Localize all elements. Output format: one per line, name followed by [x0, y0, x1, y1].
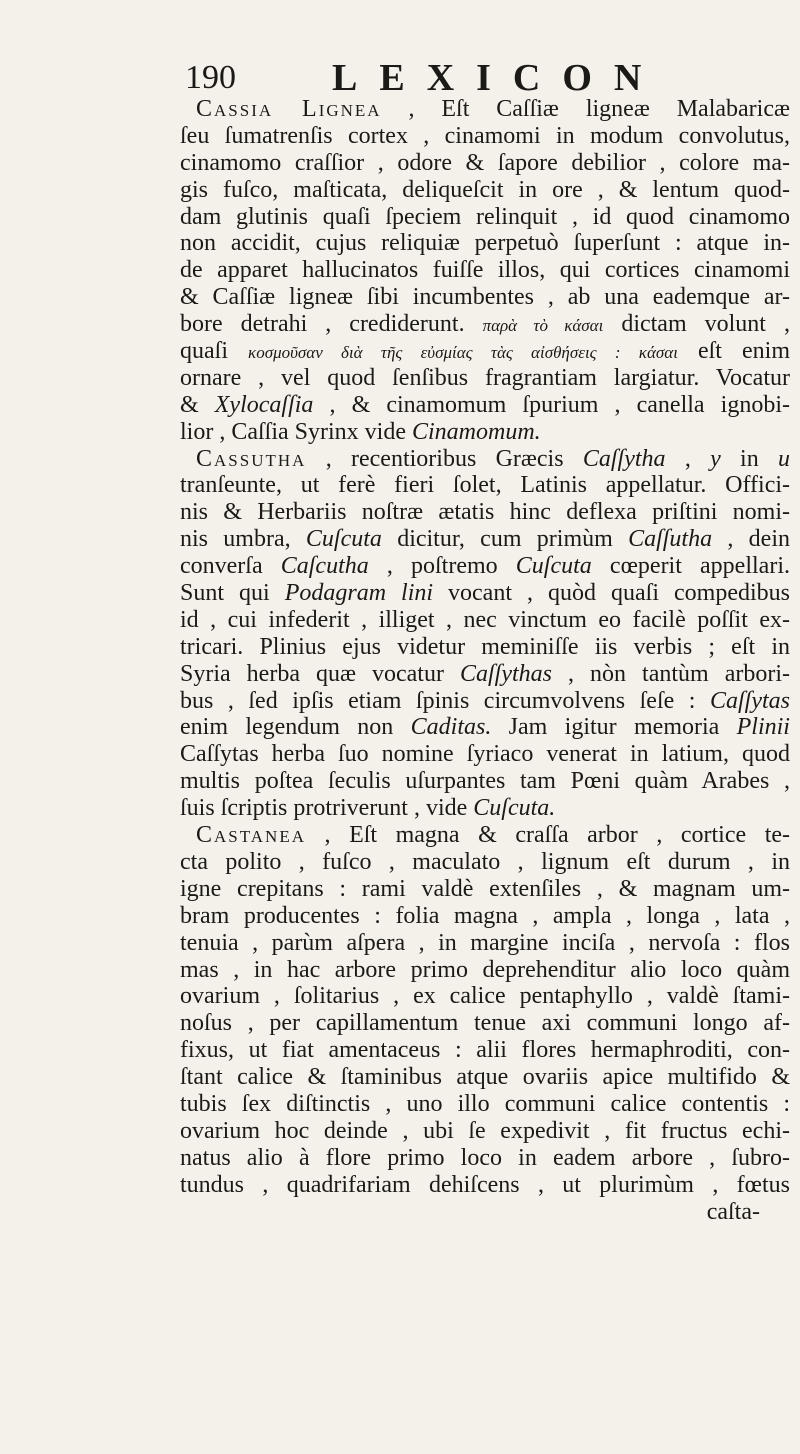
text-run: ſuis ſcriptis protriverunt , vide	[180, 795, 474, 822]
text-run: multis poſtea ſeculis uſurpantes tam Pœni quàm Arabes ,	[180, 768, 790, 795]
italic-term: Caſſytas	[709, 687, 790, 714]
italic-term: Cuſcuta	[515, 553, 592, 580]
text-line	[180, 634, 790, 661]
text-run: cœperit appellari.	[591, 553, 790, 580]
text-run: non accidit, cujus reliquiæ perpetuò ſuperſunt : atque in-	[180, 230, 790, 257]
text-line	[180, 472, 790, 499]
italic-term: Cuſcuta	[305, 526, 382, 553]
text-run: bus , ſed ipſis etiam ſpinis circumvolvens ſeſe :	[180, 687, 710, 714]
text-line	[180, 1172, 790, 1199]
text-run: &	[180, 391, 215, 418]
text-run: tundus , quadrifariam dehiſcens , ut plurimùm , fœtus	[180, 1171, 790, 1198]
text-run: fixus, ut fiat amentaceus : alii flores hermaphroditi, con-	[180, 1037, 790, 1064]
italic-term: Xylocaſſia	[214, 391, 314, 418]
text-line	[180, 338, 790, 365]
entry-headword: Castanea	[196, 822, 306, 849]
text-run: ovarium , ſolitarius , ex calice pentaphyllo , valdè ſtami-	[180, 983, 790, 1010]
italic-term: Caſſytha	[582, 445, 666, 472]
text-run: converſa	[180, 553, 281, 580]
italic-term: y	[710, 445, 721, 472]
text-run: lior , Caſſia Syrinx vide	[180, 418, 412, 445]
text-run: vocant , quòd quaſi compedibus	[433, 580, 790, 607]
text-run: natus alio à flore primo loco in eadem arbore , ſubro-	[180, 1144, 790, 1171]
text-run: dictam volunt ,	[603, 311, 790, 338]
text-line	[180, 795, 790, 822]
text-run: dicitur, cum primùm	[381, 526, 629, 553]
text-line	[180, 661, 790, 688]
italic-term: u	[778, 445, 790, 472]
entry-cassia-lignea-line	[180, 96, 790, 123]
text-line	[180, 311, 790, 338]
text-line	[180, 150, 790, 177]
text-run: , poſtremo	[368, 553, 516, 580]
italic-term: Caſſutha	[628, 526, 713, 553]
text-run: , recentioribus Græcis	[306, 445, 583, 472]
page-number: 190	[185, 59, 236, 96]
text-run: bram producentes : folia magna , ampla , longa , lata ,	[180, 902, 790, 929]
text-line	[180, 1037, 790, 1064]
text-line	[180, 1118, 790, 1145]
text-run: id , cui infederit , illiget , nec vinctum eo facilè poſſit ex-	[180, 606, 790, 633]
text-line	[180, 499, 790, 526]
text-line	[180, 768, 790, 795]
text-line	[180, 123, 790, 150]
text-line	[180, 204, 790, 231]
text-run: ovarium hoc deinde , ubi ſe expedivit , fit fructus echi-	[180, 1117, 790, 1144]
italic-term: Caditas.	[410, 714, 492, 741]
italic-term: Caſcutha	[280, 553, 369, 580]
text-run: gis fuſco, maſticata, deliqueſcit in ore , & lentum quod-	[180, 176, 790, 203]
running-title: LEXICON	[332, 57, 664, 99]
italic-term: Cuſcuta.	[473, 795, 556, 822]
italic-term: Caſſythas	[459, 660, 552, 687]
text-run: quaſi	[180, 338, 249, 365]
text-line	[180, 553, 790, 580]
text-run: tricari. Plinius ejus videtur meminiſſe iis verbis ; eſt in	[180, 633, 790, 660]
italic-term: Cinamomum.	[411, 418, 541, 445]
text-run: eſt enim	[677, 338, 790, 365]
text-run: , Eſt Caſſiæ ligneæ Malabaricæ	[381, 96, 790, 122]
text-run: , & cinamomum ſpurium , canella ignobi-	[313, 391, 790, 418]
text-line	[180, 419, 790, 446]
greek-phrase: παρὰ τὸ κάσαι	[482, 316, 604, 336]
entry-castanea-line	[180, 822, 790, 849]
text-run: ornare , vel quod ſenſibus fragrantiam largiatur. Vocatur	[180, 364, 790, 391]
text-run: ſtant calice & ſtaminibus atque ovariis apice multifido &	[180, 1064, 790, 1091]
entry-cassutha-line	[180, 446, 790, 473]
text-run: bore detrahi , crediderunt.	[180, 311, 483, 338]
text-line	[180, 177, 790, 204]
text-line	[180, 714, 790, 741]
text-run: ,	[665, 445, 711, 472]
text-run: igne crepitans : rami valdè extenſiles , & magnam um-	[180, 875, 790, 902]
running-head	[0, 54, 800, 102]
italic-term: Plinii	[736, 714, 790, 741]
text-run: dam glutinis quaſi ſpeciem relinquit , id quod cinamomo	[180, 203, 790, 230]
text-line	[180, 849, 790, 876]
text-run: Jam igitur memoria	[491, 714, 737, 741]
text-line	[180, 526, 790, 553]
text-line	[180, 741, 790, 768]
text-run: tranſeunte, ut ferè fieri ſolet, Latinis appellatur. Offici-	[180, 472, 790, 499]
text-run: in	[720, 445, 779, 472]
text-run: , nòn tantùm arbori-	[552, 660, 790, 687]
text-run: noſus , per capillamentum tenue axi communi longo af-	[180, 1010, 790, 1037]
text-line	[180, 983, 790, 1010]
entry-headword: Cassutha	[196, 445, 307, 472]
text-run: tenuia , parùm aſpera , in margine inciſa , nervoſa : flos	[180, 929, 790, 956]
text-run: caſta-	[706, 1198, 760, 1225]
greek-phrase: κοσμοῦσαν διὰ τῆς εὐσμίας τὰς αἰσθήσεις : κάσαι	[248, 343, 678, 363]
text-line	[180, 230, 790, 257]
text-line	[180, 1091, 790, 1118]
text-line	[180, 365, 790, 392]
text-line	[180, 257, 790, 284]
text-run: nis & Herbariis noſtræ ætatis hinc deflexa priſtini nomi-	[180, 499, 790, 526]
text-line	[180, 1199, 790, 1226]
text-run: ſeu ſumatrenſis cortex , cinamomi in modum convolutus,	[180, 122, 790, 149]
text-run: Sunt qui	[180, 580, 285, 607]
text-run: Syria herba quæ vocatur	[180, 660, 460, 687]
text-line	[180, 392, 790, 419]
text-run: & Caſſiæ ligneæ ſibi incumbentes , ab una eademque ar-	[180, 284, 790, 311]
text-line	[180, 1064, 790, 1091]
text-line	[180, 688, 790, 715]
entry-headword: Cassia Lignea	[196, 96, 382, 122]
text-run: cta polito , fuſco , maculato , lignum eſt durum , in	[180, 848, 790, 875]
lexicon-text-column	[180, 96, 790, 1225]
text-run: nis umbra,	[180, 526, 306, 553]
text-run: mas , in hac arbore primo deprehenditur alio loco quàm	[180, 956, 790, 983]
text-run: cinamomo craſſior , odore & ſapore debilior , colore ma-	[180, 149, 790, 176]
text-line	[180, 580, 790, 607]
text-line	[180, 284, 790, 311]
text-line	[180, 1010, 790, 1037]
text-line	[180, 957, 790, 984]
text-run: , Eſt magna & craſſa arbor , cortice te-	[305, 822, 790, 849]
text-line	[180, 903, 790, 930]
text-line	[180, 607, 790, 634]
italic-term: Podagram lini	[284, 580, 434, 607]
text-run: Caſſytas herba ſuo nomine ſyriaco venerat in latium, quod	[180, 741, 790, 768]
text-run: tubis ſex diſtinctis , uno illo communi calice contentis :	[180, 1090, 790, 1117]
text-run: enim legendum non	[180, 714, 411, 741]
text-line	[180, 930, 790, 957]
text-run: , dein	[712, 526, 790, 553]
text-line	[180, 876, 790, 903]
text-line	[180, 1145, 790, 1172]
text-run: de apparet hallucinatos fuiſſe illos, qui cortices cinamomi	[180, 257, 790, 284]
